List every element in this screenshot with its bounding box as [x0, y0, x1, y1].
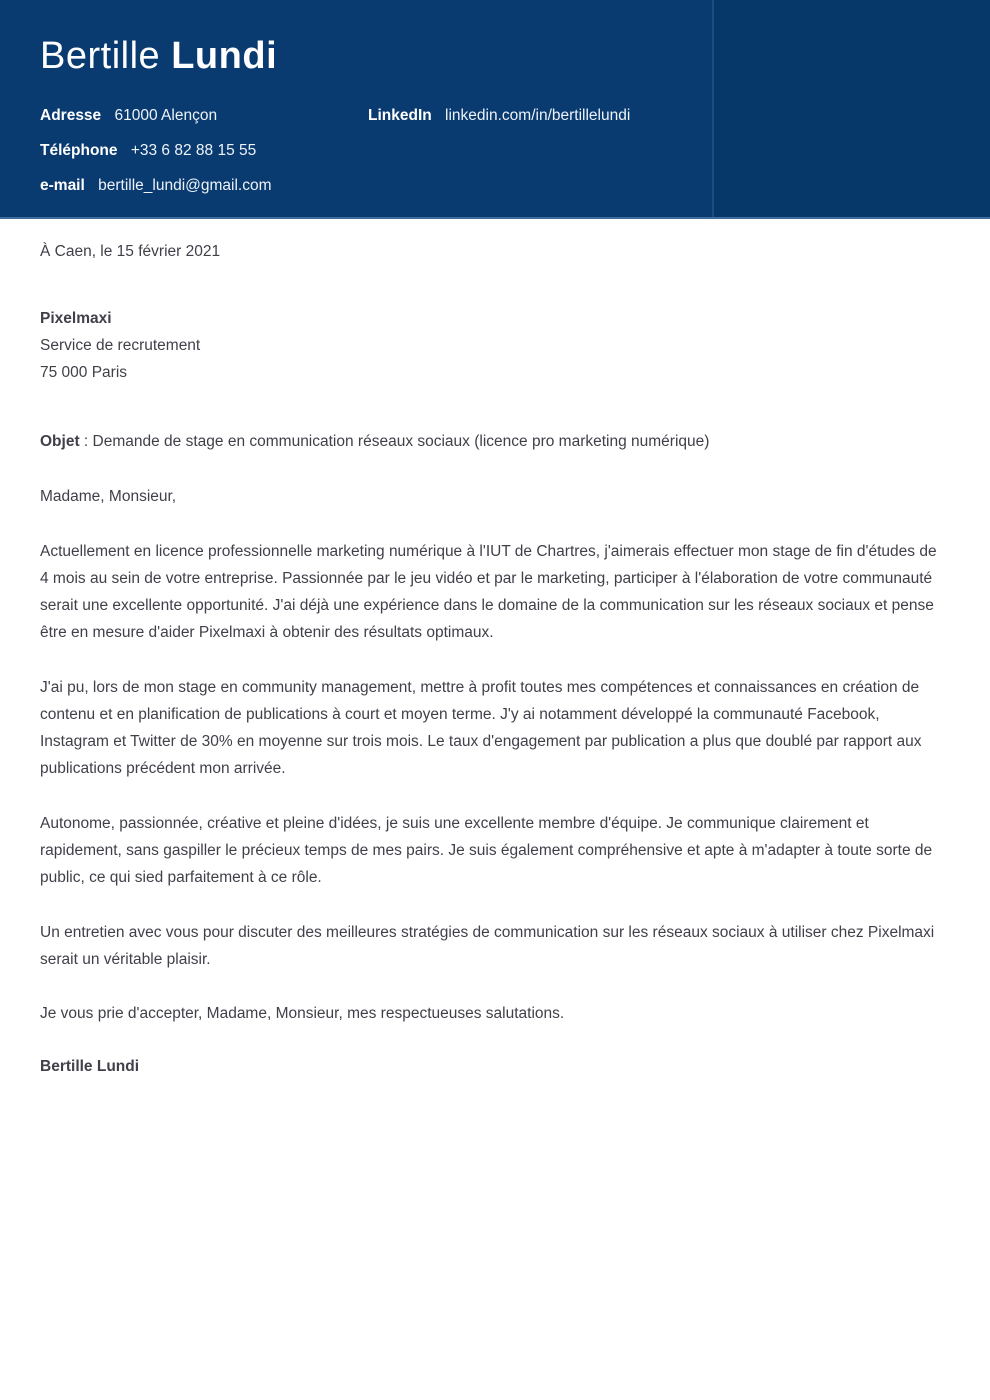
- candidate-first-name: Bertille: [40, 35, 161, 77]
- recipient-city: 75 000 Paris: [40, 364, 128, 381]
- recipient-department: Service de recrutement: [40, 337, 201, 354]
- salutation: Madame, Monsieur,: [40, 488, 177, 505]
- recipient-block: [40, 305, 946, 386]
- contact-item-telephone: [40, 141, 368, 160]
- contact-label-telephone: Téléphone: [40, 141, 118, 159]
- body-paragraph-2: J'ai pu, lors de mon stage en community management, mettre à profit toutes mes compétences et connaissances en création de contenu et en planification de publications à court et moyen terme. J'y ai notamment développé la communauté Facebook, Instagram et Twitter de 30% en moyenne sur trois mois. Le taux d'engagement par publication a plus que doublé par rapport aux publications précédent mon arrivée.: [40, 679, 922, 777]
- header-content: [40, 0, 950, 195]
- contact-value-telephone: +33 6 82 88 15 55: [130, 141, 257, 159]
- body-paragraph-4: Un entretien avec vous pour discuter des meilleures stratégies de communication sur les réseaux sociaux à utiliser chez Pixelmaxi serait un véritable plaisir.: [40, 924, 935, 968]
- body-paragraph-3: Autonome, passionnée, créative et pleine d'idées, je suis une excellente membre d'équipe. Je communique clairement et rapidement, sans gaspiller le précieux temps de mes pairs. Je suis également compréhensive et apte à m'adapter à toute sorte de public, ce qui sied parfaitement à ce rôle.: [40, 815, 933, 886]
- subject-label: Objet: [40, 433, 80, 450]
- subject-text: : Demande de stage en communication réseaux sociaux (licence pro marketing numérique): [79, 433, 710, 450]
- date-line: À Caen, le 15 février 2021: [40, 243, 221, 260]
- contact-value-adresse: 61000 Alençon: [114, 106, 218, 124]
- body-paragraph-1: Actuellement en licence professionnelle marketing numérique à l'IUT de Chartres, j'aimerais effectuer mon stage de fin d'études de 4 mois au sein de votre entreprise. Passionnée par le jeu vidéo et par le marketing, participer à l'élaboration de votre communauté serait une excellente opportunité. J'ai déjà une expérience dans le domaine de la communication sur les réseaux sociaux et pense être en mesure d'aider Pixelmaxi à obtenir des résultats optimaux.: [40, 543, 937, 641]
- contact-label-adresse: Adresse: [40, 106, 102, 124]
- signature: Bertille Lundi: [40, 1058, 140, 1075]
- contact-value-email: bertille_lundi@gmail.com: [98, 176, 272, 194]
- closing-line: Je vous prie d'accepter, Madame, Monsieur, mes respectueuses salutations.: [40, 1005, 565, 1022]
- contact-label-linkedin: LinkedIn: [368, 106, 432, 124]
- candidate-last-name: Lundi: [171, 35, 278, 77]
- recipient-company: Pixelmaxi: [40, 310, 112, 327]
- contact-item-email: [40, 176, 368, 195]
- contact-info: [40, 106, 950, 195]
- letter-header: [0, 0, 990, 219]
- candidate-name: [40, 0, 950, 81]
- letter-body: [0, 238, 990, 1080]
- contact-item-linkedin: [368, 106, 950, 125]
- subject-line: [40, 428, 946, 455]
- contact-value-linkedin: linkedin.com/in/bertillelundi: [445, 106, 631, 124]
- contact-label-email: e-mail: [40, 176, 85, 194]
- contact-item-adresse: [40, 106, 368, 125]
